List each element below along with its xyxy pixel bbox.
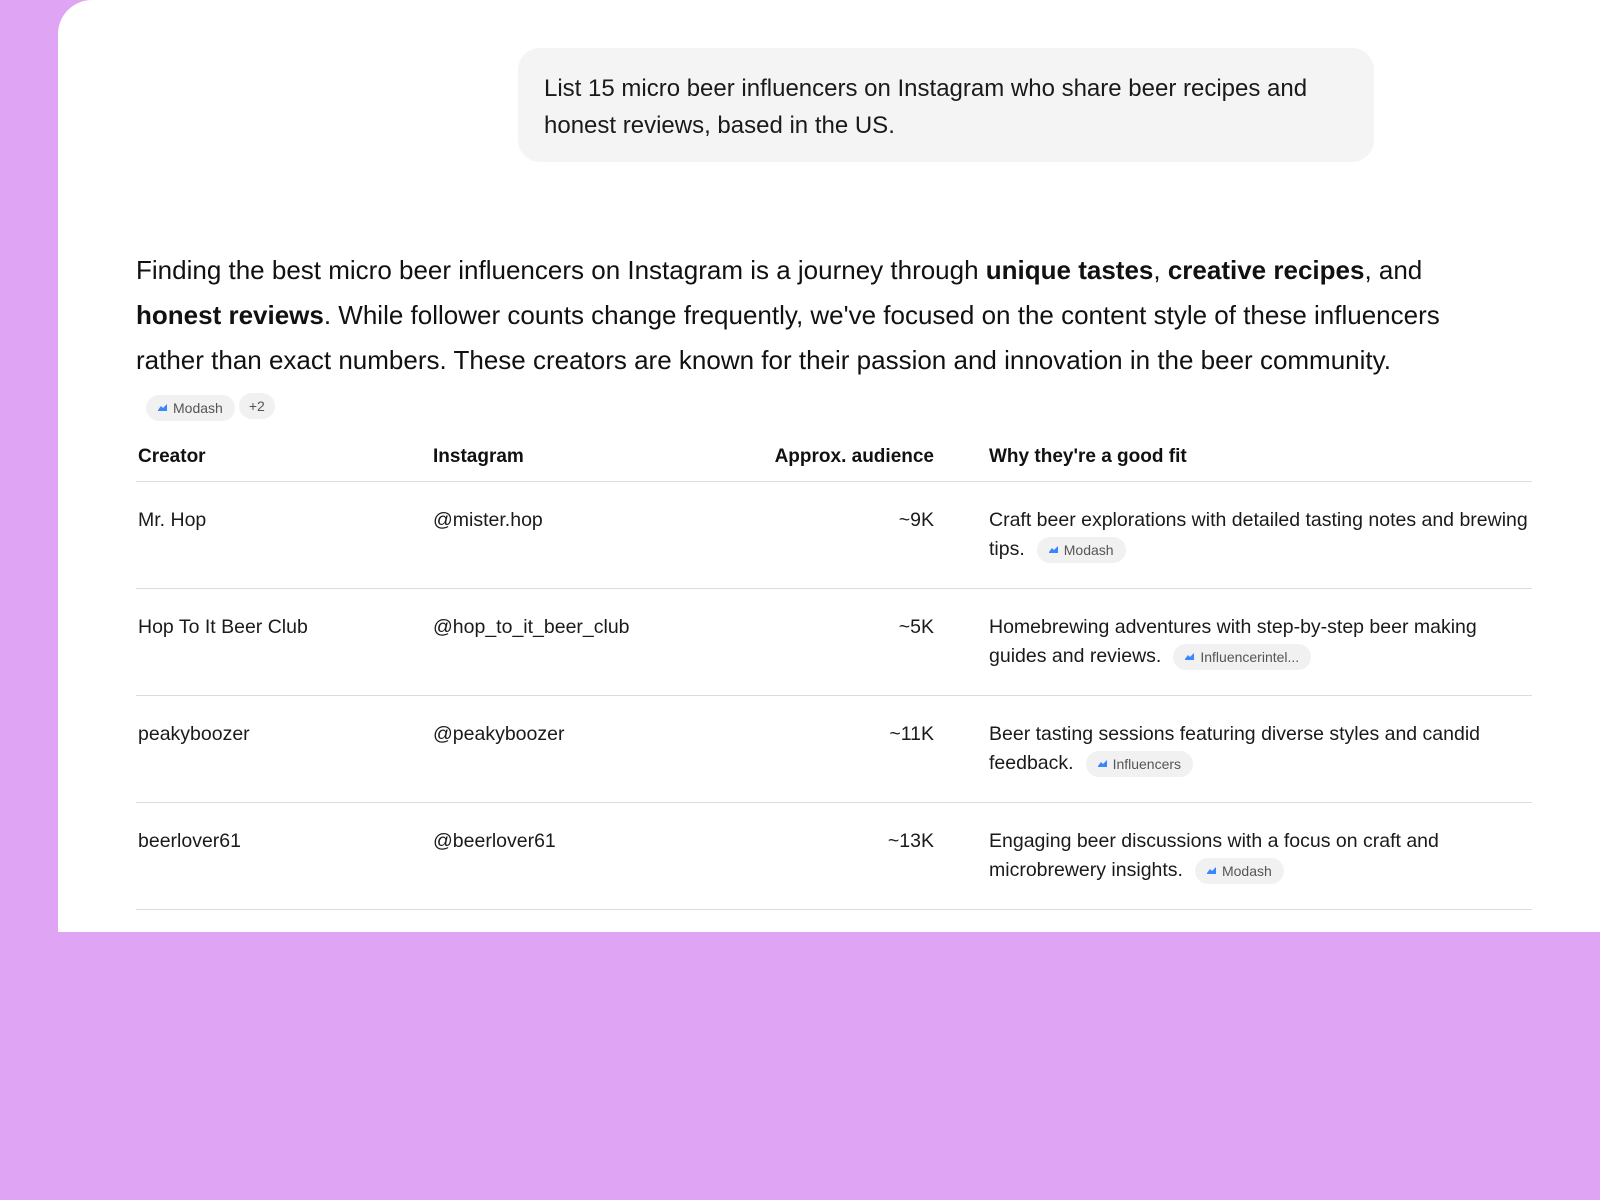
source-favicon-icon (1049, 546, 1058, 553)
answer-text-3: . While follower counts change frequently, we've focused on the content style of these influencers rather than exact numbers. These creators are known for their passion and innovation in the beer community. (136, 300, 1440, 375)
instagram-handle-cell: @beerlover61 (433, 830, 556, 852)
audience-cell: ~9K (898, 509, 934, 531)
answer-bold-creative-recipes: creative recipes (1167, 255, 1365, 285)
table-row (136, 482, 1532, 589)
column-header-creator: Creator (138, 445, 206, 467)
source-chip[interactable] (1086, 751, 1193, 777)
answer-paragraph (136, 248, 1466, 428)
why-cell (934, 803, 1532, 909)
source-chip-label: Modash (1063, 541, 1114, 558)
source-chip-label: Modash (1221, 862, 1272, 879)
audience-cell: ~11K (889, 723, 934, 745)
source-chip-label: Modash (173, 399, 223, 416)
source-chip-label: Influencerintel... (1200, 648, 1300, 665)
more-sources-chip[interactable] (239, 393, 275, 419)
table-row (136, 696, 1532, 803)
instagram-handle-cell: @mister.hop (433, 509, 543, 531)
more-sources-label: +2 (248, 398, 265, 414)
why-text: Beer tasting sessions featuring diverse styles and candid feedback. (989, 723, 1481, 774)
source-chip[interactable] (1195, 858, 1284, 884)
column-header-audience: Approx. audience (774, 445, 934, 467)
user-prompt-bubble (518, 48, 1374, 162)
why-cell (934, 696, 1532, 802)
audience-cell: ~13K (887, 830, 934, 852)
column-header-instagram: Instagram (433, 445, 524, 467)
creator-cell: peakyboozer (138, 723, 250, 745)
source-chip[interactable] (146, 395, 235, 421)
user-prompt-text: List 15 micro beer influencers on Instagram who share beer recipes and honest reviews, based in the US. (544, 75, 1308, 139)
table-header (136, 432, 1532, 482)
why-cell (934, 589, 1532, 695)
why-text: Homebrewing adventures with step-by-step beer making guides and reviews. (989, 616, 1477, 667)
source-chip[interactable] (1037, 537, 1126, 563)
chat-panel (58, 0, 1600, 932)
why-cell (934, 482, 1532, 588)
answer-separator: , (1153, 255, 1168, 285)
answer-bold-honest-reviews: honest reviews (136, 300, 324, 330)
source-favicon-icon (1185, 653, 1194, 660)
table-row (136, 803, 1532, 910)
answer-text-1: Finding the best micro beer influencers on Instagram is a journey through (136, 255, 986, 285)
answer-text-2: , and (1364, 255, 1423, 285)
audience-cell: ~5K (898, 616, 934, 638)
instagram-handle-cell: @hop_to_it_beer_club (433, 616, 630, 638)
creator-cell: beerlover61 (138, 830, 241, 852)
instagram-handle-cell: @peakyboozer (433, 723, 565, 745)
creator-cell: Hop To It Beer Club (138, 616, 308, 638)
answer-bold-unique-tastes: unique tastes (985, 255, 1154, 285)
why-text: Craft beer explorations with detailed tasting notes and brewing tips. (989, 509, 1528, 560)
table-row (136, 589, 1532, 696)
source-favicon-icon (158, 404, 167, 411)
source-favicon-icon (1098, 760, 1107, 767)
source-chip[interactable] (1173, 644, 1311, 670)
influencer-table (136, 432, 1532, 910)
column-header-why: Why they're a good fit (989, 445, 1187, 467)
source-favicon-icon (1207, 867, 1216, 874)
creator-cell: Mr. Hop (138, 509, 207, 531)
why-text: Engaging beer discussions with a focus on craft and microbrewery insights. (989, 830, 1439, 881)
source-chip-label: Influencers (1112, 755, 1182, 772)
